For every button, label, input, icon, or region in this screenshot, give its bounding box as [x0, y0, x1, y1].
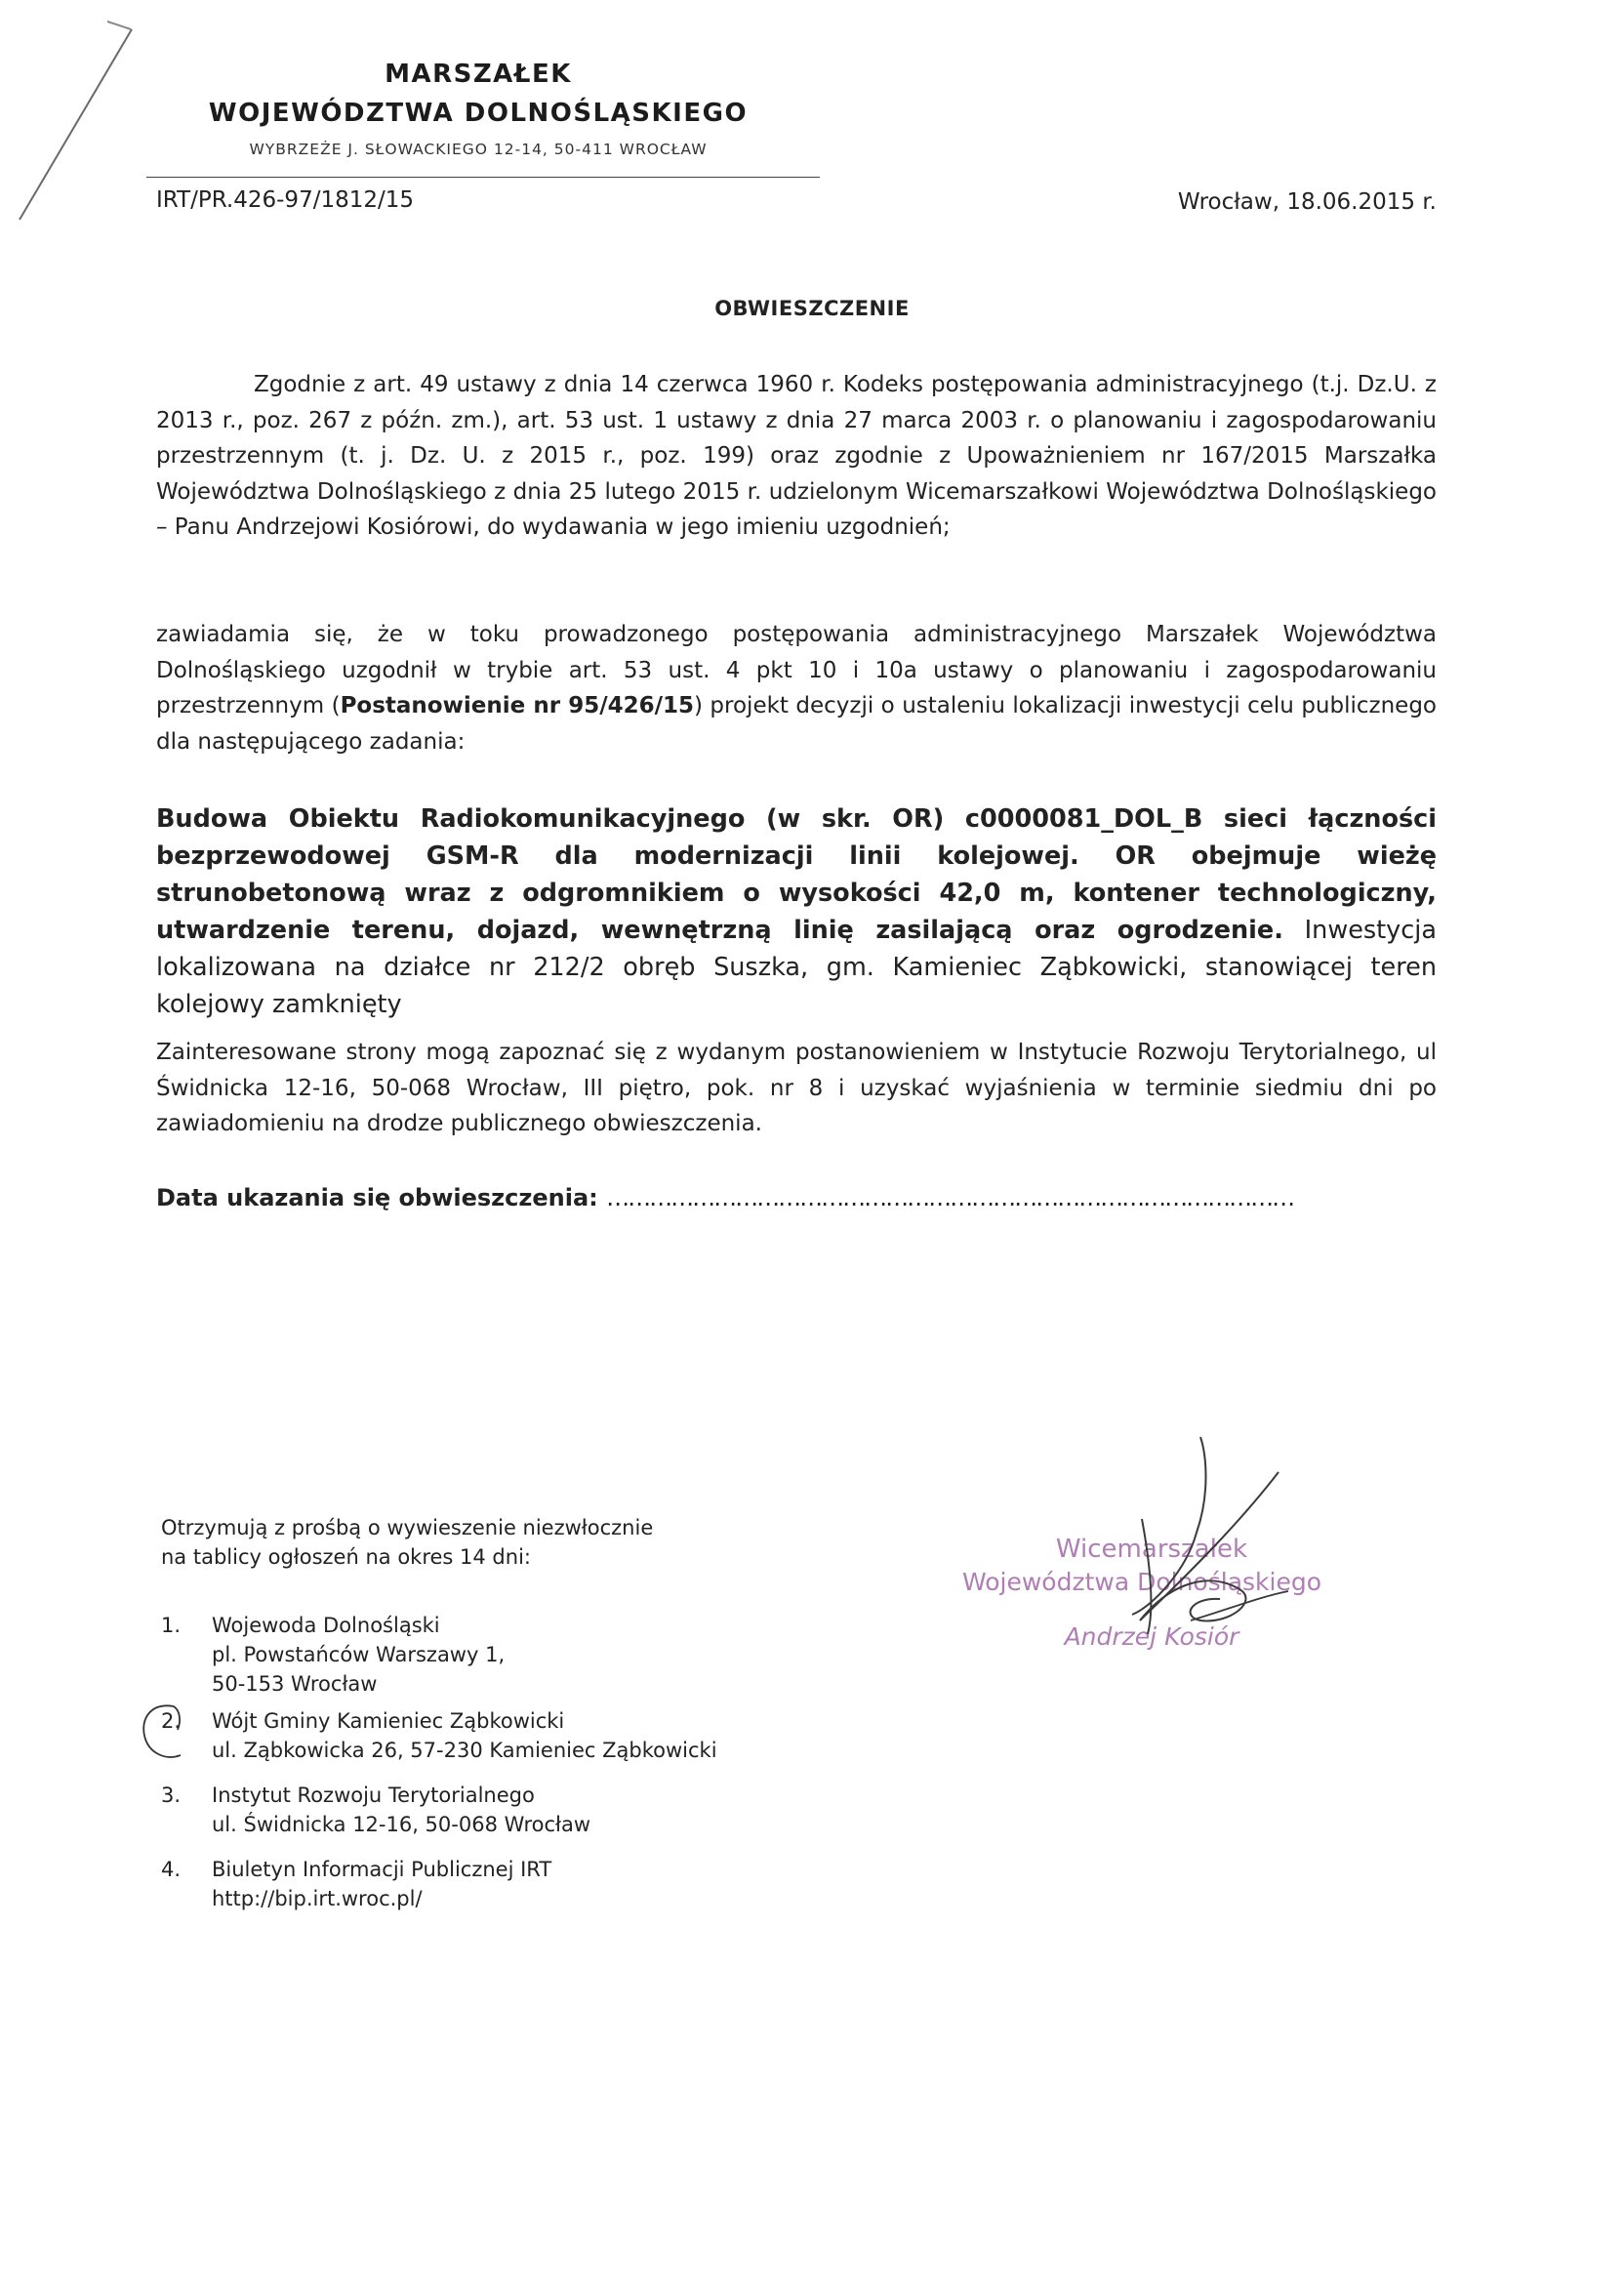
recipient-name: Wojewoda Dolnośląski	[212, 1614, 440, 1637]
handwritten-signature	[1083, 1425, 1308, 1679]
recipients-intro-line2: na tablicy ogłoszeń na okres 14 dni:	[161, 1545, 531, 1569]
recipient-address: ul. Świdnicka 12-16, 50-068 Wrocław	[212, 1813, 591, 1836]
decision-number: Postanowienie nr 95/426/15	[340, 693, 695, 718]
recipient-address: ul. Ząbkowicka 26, 57-230 Kamieniec Ząbkowicki	[212, 1739, 717, 1762]
stamp-title-line2: Województwa Dolnośląskiego	[961, 1568, 1322, 1596]
project-paragraph	[156, 800, 1437, 1023]
recipient-url: http://bip.irt.wroc.pl/	[212, 1887, 423, 1910]
list-item	[161, 1706, 717, 1765]
intro-paragraph	[156, 367, 1437, 546]
display-date-dots: ……………………………………………………………………………………	[606, 1184, 1294, 1211]
project-description-bold: Budowa Obiektu Radiokomunikacyjnego (w skr. OR) c0000081_DOL_B sieci łączności bezprzewodowej GSM-R dla modernizacji linii kolejowej. OR obejmuje wieżę strunobetonową wraz z odgromnikiem o wysokości 42,0 m, kontener technologiczny, utwardzenie terenu, dojazd, wewnętrzną linię zasilającą oraz ogrodzenie.	[156, 804, 1437, 945]
list-item	[161, 1855, 717, 1913]
display-date-line	[156, 1184, 1293, 1211]
list-number: 4.	[161, 1858, 182, 1881]
letterhead-rule	[146, 177, 820, 178]
recipient-name: Biuletyn Informacji Publicznej IRT	[212, 1858, 552, 1881]
recipients-intro-line1: Otrzymują z prośbą o wywieszenie niezwłocznie	[161, 1516, 654, 1539]
project-location: Inwestycja lokalizowana na działce nr 212/2 obręb Suszka, gm. Kamieniec Ząbkowicki, stanowiącej teren kolejowy zamknięty	[156, 916, 1437, 1019]
stamp-name: Andrzej Kosiór	[1064, 1622, 1239, 1651]
org-name-line1: MARSZAŁEK	[385, 60, 572, 89]
list-item	[161, 1611, 717, 1699]
info-text: Zainteresowane strony mogą zapoznać się z wydanym postanowieniem w Instytucie Rozwoju Terytorialnego, ul Świdnicka 12-16, 50-068 Wrocław, III piętro, pok. nr 8 i uzyskać wyjaśnienia w terminie siedmiu dni po zawiadomieniu na drodze publicznego obwieszczenia.	[156, 1040, 1437, 1136]
letterhead	[146, 55, 810, 166]
display-date-label: Data ukazania się obwieszczenia:	[156, 1184, 598, 1211]
recipient-address: 50-153 Wrocław	[212, 1672, 378, 1696]
notice-text-after: ) projekt decyzji o ustaleniu lokalizacji inwestycji celu publicznego dla następującego zadania:	[156, 693, 1437, 755]
recipient-address: pl. Powstańców Warszawy 1,	[212, 1643, 506, 1666]
list-number: 2.	[161, 1709, 182, 1733]
intro-text: Zgodnie z art. 49 ustawy z dnia 14 czerwca 1960 r. Kodeks postępowania administracyjnego (t.j. Dz.U. z 2013 r., poz. 267 z późn. zm.), art. 53 ust. 1 ustawy z dnia 27 marca 2003 r. o planowaniu i zagospodarowaniu przestrzennym (t. j. Dz. U. z 2015 r., poz. 199) oraz zgodnie z Upoważnieniem nr 167/2015 Marszałka Województwa Dolnośląskiego z dnia 25 lutego 2015 r. udzielonym Wicemarszałkowi Województwa Dolnośląskiego – Panu Andrzejowi Kosiórowi, do wydawania w jego imieniu uzgodnień;	[156, 372, 1437, 540]
stamp-title-line1: Wicemarszałek	[1055, 1535, 1248, 1564]
notice-paragraph	[156, 617, 1437, 759]
recipient-list	[161, 1611, 717, 1913]
list-item	[161, 1781, 717, 1839]
reference-number: IRT/PR.426-97/1812/15	[156, 187, 414, 213]
document-title: OBWIESZCZENIE	[714, 297, 910, 320]
list-number: 1.	[161, 1614, 182, 1637]
place-date: Wrocław, 18.06.2015 r.	[1177, 189, 1437, 215]
org-name-line2: WOJEWÓDZTWA DOLNOŚLĄSKIEGO	[208, 99, 749, 128]
list-number: 3.	[161, 1784, 182, 1807]
org-address: WYBRZEŻE J. SŁOWACKIEGO 12-14, 50-411 WROCŁAW	[249, 141, 708, 158]
handwritten-circle-mark	[137, 1701, 195, 1765]
info-paragraph	[156, 1035, 1437, 1142]
notice-text-before: zawiadamia się, że w toku prowadzonego postępowania administracyjnego Marszałek Województwa Dolnośląskiego uzgodnił w trybie art. 53 ust. 4 pkt 10 i 10a ustawy o planowaniu i zagospodarowaniu przestrzennym (	[156, 622, 1437, 718]
recipient-name: Instytut Rozwoju Terytorialnego	[212, 1784, 535, 1807]
recipients-intro	[161, 1513, 653, 1572]
recipient-name: Wójt Gminy Kamieniec Ząbkowicki	[212, 1709, 565, 1733]
